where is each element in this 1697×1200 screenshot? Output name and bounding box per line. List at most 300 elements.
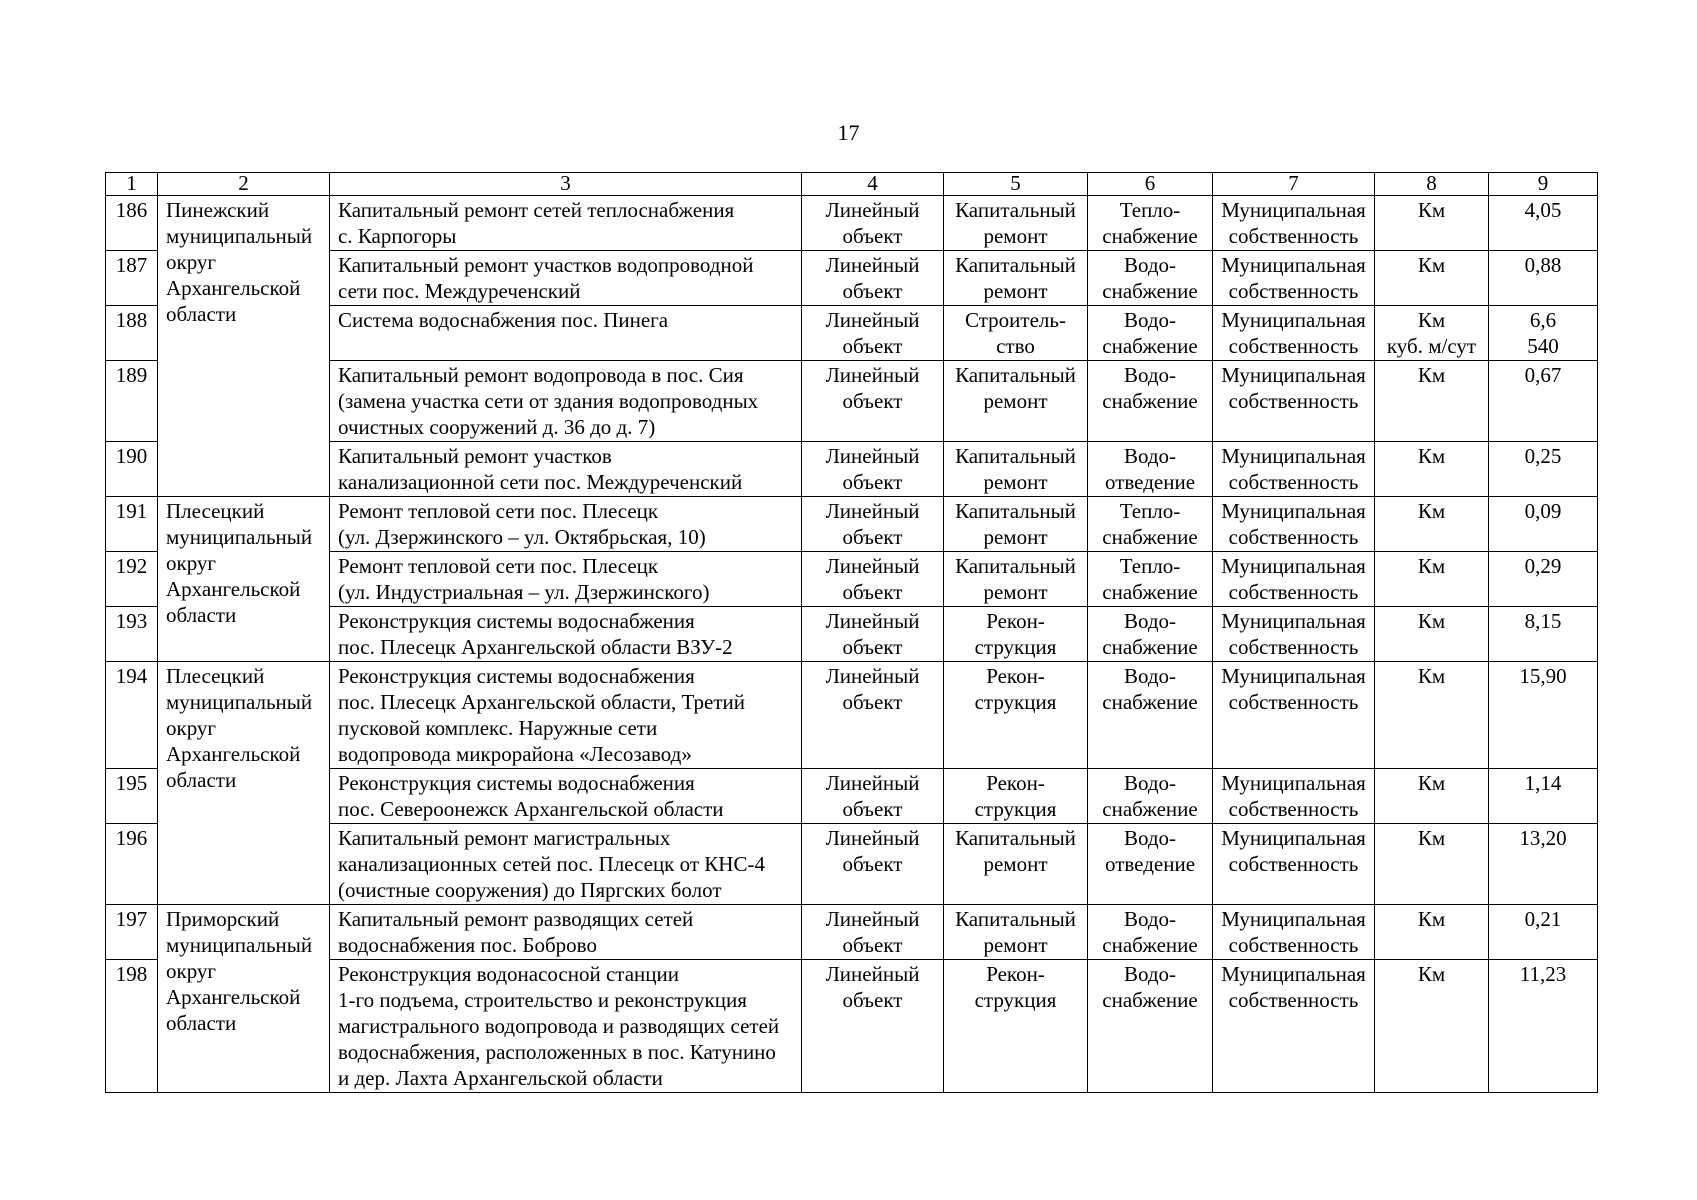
cell-line: Ремонт тепловой сети пос. Плесецк: [338, 499, 659, 523]
cell-line: объект: [842, 580, 903, 604]
cell-line: Ремонт тепловой сети пос. Плесецк: [338, 554, 659, 578]
object-name-cell: [330, 662, 802, 769]
cell-line: Капитальный: [955, 363, 1076, 387]
cell-line: объект: [842, 334, 903, 358]
cell-line: Муниципальная: [1221, 308, 1366, 332]
cell-line: Км: [1417, 664, 1446, 688]
cell-line: Км: [1417, 499, 1446, 523]
objects-table: [105, 172, 1598, 1093]
cell-line: 0,21: [1524, 907, 1562, 931]
work-type-cell: [944, 552, 1088, 607]
municipality-cell: [158, 662, 330, 905]
unit-cell: [1375, 905, 1489, 960]
cell-line: Пинежский: [166, 198, 270, 222]
object-type-cell: [802, 251, 944, 306]
cell-line: собственность: [1228, 470, 1359, 494]
table-header-row: [106, 173, 1598, 196]
cell-line: области: [166, 603, 237, 627]
cell-line: Км: [1417, 771, 1446, 795]
unit-cell: [1375, 662, 1489, 769]
cell-line: струкция: [974, 635, 1057, 659]
cell-line: ремонт: [983, 224, 1048, 248]
cell-line: Муниципальная: [1221, 554, 1366, 578]
cell-line: Линейный: [825, 609, 920, 633]
column-header-2: 2: [158, 173, 330, 196]
cell-line: Муниципальная: [1221, 907, 1366, 931]
cell-line: Капитальный ремонт участков: [338, 444, 612, 468]
cell-line: водоснабжения пос. Боброво: [338, 933, 597, 957]
ownership-cell: [1213, 960, 1375, 1093]
object-name-cell: [330, 607, 802, 662]
unit-cell: [1375, 497, 1489, 552]
cell-line: 13,20: [1519, 826, 1567, 850]
cell-line: Плесецкий: [166, 499, 265, 523]
object-type-cell: [802, 497, 944, 552]
cell-line: Линейный: [825, 554, 920, 578]
value-cell: [1489, 960, 1598, 1093]
cell-line: Линейный: [825, 308, 920, 332]
cell-line: Плесецкий: [166, 664, 265, 688]
cell-line: Капитальный: [955, 444, 1076, 468]
table-row: [106, 196, 1598, 251]
table-row: [106, 552, 1598, 607]
sphere-cell: [1088, 361, 1213, 442]
cell-line: собственность: [1228, 988, 1359, 1012]
cell-line: Линейный: [825, 771, 920, 795]
cell-line: Линейный: [825, 664, 920, 688]
ownership-cell: [1213, 497, 1375, 552]
cell-line: Архангельской: [166, 276, 301, 300]
cell-line: Муниципальная: [1221, 962, 1366, 986]
unit-cell: [1375, 196, 1489, 251]
cell-line: Архангельской: [166, 985, 301, 1009]
sphere-cell: [1088, 769, 1213, 824]
work-type-cell: [944, 905, 1088, 960]
cell-line: Км: [1417, 826, 1446, 850]
object-type-cell: [802, 607, 944, 662]
cell-line: объект: [842, 988, 903, 1012]
work-type-cell: [944, 607, 1088, 662]
cell-line: Капитальный ремонт водопровода в пос. Сия: [338, 363, 744, 387]
municipality-cell: [158, 905, 330, 1093]
row-number: 198: [106, 960, 158, 1093]
cell-line: Тепло-: [1119, 198, 1181, 222]
cell-line: Водо-: [1123, 253, 1177, 277]
ownership-cell: [1213, 361, 1375, 442]
object-type-cell: [802, 306, 944, 361]
cell-line: муниципальный: [166, 525, 313, 549]
column-header-3: 3: [330, 173, 802, 196]
cell-line: области: [166, 1011, 237, 1035]
cell-line: собственность: [1228, 279, 1359, 303]
object-type-cell: [802, 196, 944, 251]
value-cell: [1489, 306, 1598, 361]
cell-line: Водо-: [1123, 771, 1177, 795]
cell-line: пос. Плесецк Архангельской области, Третий: [338, 690, 745, 714]
cell-line: водоснабжения, расположенных в пос. Катунино: [338, 1040, 776, 1064]
value-cell: [1489, 905, 1598, 960]
object-name-cell: [330, 361, 802, 442]
cell-line: сети пос. Междуреченский: [338, 279, 581, 303]
cell-line: Водо-: [1123, 363, 1177, 387]
cell-line: канализационных сетей пос. Плесецк от КНС-4: [338, 852, 765, 876]
cell-line: объект: [842, 279, 903, 303]
table-row: [106, 905, 1598, 960]
ownership-cell: [1213, 769, 1375, 824]
municipality-cell: [158, 497, 330, 662]
cell-line: Км: [1417, 554, 1446, 578]
ownership-cell: [1213, 442, 1375, 497]
cell-line: ремонт: [983, 470, 1048, 494]
row-number: 191: [106, 497, 158, 552]
cell-line: муниципальный: [166, 933, 313, 957]
unit-cell: [1375, 607, 1489, 662]
row-number: 187: [106, 251, 158, 306]
cell-line: 0,88: [1524, 253, 1562, 277]
column-header-9: 9: [1489, 173, 1598, 196]
object-type-cell: [802, 960, 944, 1093]
cell-line: снабжение: [1102, 580, 1198, 604]
cell-line: Линейный: [825, 444, 920, 468]
object-name-cell: [330, 251, 802, 306]
cell-line: Км: [1417, 308, 1446, 332]
cell-line: Рекон-: [986, 771, 1045, 795]
sphere-cell: [1088, 905, 1213, 960]
ownership-cell: [1213, 905, 1375, 960]
cell-line: 15,90: [1519, 664, 1567, 688]
table-row: [106, 251, 1598, 306]
ownership-cell: [1213, 662, 1375, 769]
table-row: [106, 442, 1598, 497]
cell-line: Км: [1417, 444, 1446, 468]
cell-line: с. Карпогоры: [338, 224, 457, 248]
cell-line: Муниципальная: [1221, 444, 1366, 468]
work-type-cell: [944, 442, 1088, 497]
ownership-cell: [1213, 824, 1375, 905]
value-cell: [1489, 769, 1598, 824]
table-row: [106, 960, 1598, 1093]
ownership-cell: [1213, 306, 1375, 361]
object-name-cell: [330, 497, 802, 552]
cell-line: (ул. Индустриальная – ул. Дзержинского): [338, 580, 710, 604]
value-cell: [1489, 662, 1598, 769]
cell-line: Муниципальная: [1221, 253, 1366, 277]
value-cell: [1489, 552, 1598, 607]
cell-line: ремонт: [983, 580, 1048, 604]
row-number: 188: [106, 306, 158, 361]
cell-line: отведение: [1104, 470, 1196, 494]
cell-line: объект: [842, 933, 903, 957]
cell-line: объект: [842, 852, 903, 876]
sphere-cell: [1088, 251, 1213, 306]
cell-line: Муниципальная: [1221, 664, 1366, 688]
cell-line: (замена участка сети от здания водопроводных: [338, 389, 759, 413]
work-type-cell: [944, 662, 1088, 769]
value-cell: [1489, 497, 1598, 552]
cell-line: Муниципальная: [1221, 499, 1366, 523]
cell-line: пос. Плесецк Архангельской области ВЗУ-2: [338, 635, 733, 659]
cell-line: Капитальный: [955, 253, 1076, 277]
cell-line: снабжение: [1102, 797, 1198, 821]
column-header-1: 1: [106, 173, 158, 196]
cell-line: Система водоснабжения пос. Пинега: [338, 308, 669, 332]
cell-line: Водо-: [1123, 907, 1177, 931]
cell-line: Рекон-: [986, 664, 1045, 688]
cell-line: пос. Североонежск Архангельской области: [338, 797, 724, 821]
cell-line: 540: [1527, 334, 1559, 358]
cell-line: объект: [842, 635, 903, 659]
cell-line: (очистные сооружения) до Пяргских болот: [338, 878, 722, 902]
cell-line: Муниципальная: [1221, 771, 1366, 795]
cell-line: ремонт: [983, 852, 1048, 876]
cell-line: (ул. Дзержинского – ул. Октябрьская, 10): [338, 525, 706, 549]
cell-line: ремонт: [983, 279, 1048, 303]
cell-line: Капитальный ремонт магистральных: [338, 826, 671, 850]
table-row: [106, 497, 1598, 552]
cell-line: Муниципальная: [1221, 609, 1366, 633]
cell-line: Рекон-: [986, 609, 1045, 633]
object-type-cell: [802, 442, 944, 497]
ownership-cell: [1213, 607, 1375, 662]
cell-line: Муниципальная: [1221, 198, 1366, 222]
unit-cell: [1375, 552, 1489, 607]
cell-line: области: [166, 768, 237, 792]
work-type-cell: [944, 497, 1088, 552]
sphere-cell: [1088, 196, 1213, 251]
value-cell: [1489, 824, 1598, 905]
cell-line: магистрального водопровода и разводящих сетей: [338, 1014, 780, 1038]
cell-line: Реконструкция системы водоснабжения: [338, 664, 695, 688]
sphere-cell: [1088, 607, 1213, 662]
object-type-cell: [802, 552, 944, 607]
object-type-cell: [802, 361, 944, 442]
cell-line: водопровода микрорайона «Лесозавод»: [338, 742, 692, 766]
cell-line: 1,14: [1524, 771, 1562, 795]
unit-cell: [1375, 960, 1489, 1093]
cell-line: струкция: [974, 690, 1057, 714]
cell-line: и дер. Лахта Архангельской области: [338, 1066, 663, 1090]
cell-line: собственность: [1228, 690, 1359, 714]
cell-line: куб. м/сут: [1386, 334, 1477, 358]
cell-line: Капитальный: [955, 826, 1076, 850]
cell-line: Водо-: [1123, 664, 1177, 688]
cell-line: снабжение: [1102, 933, 1198, 957]
cell-line: округ: [166, 716, 217, 740]
cell-line: снабжение: [1102, 635, 1198, 659]
unit-cell: [1375, 769, 1489, 824]
table-row: [106, 769, 1598, 824]
ownership-cell: [1213, 196, 1375, 251]
cell-line: Строитель-: [965, 308, 1066, 332]
cell-line: 11,23: [1519, 962, 1567, 986]
cell-line: Водо-: [1123, 826, 1177, 850]
value-cell: [1489, 196, 1598, 251]
cell-line: собственность: [1228, 933, 1359, 957]
table-row: [106, 607, 1598, 662]
cell-line: Капитальный ремонт участков водопроводной: [338, 253, 754, 277]
cell-line: снабжение: [1102, 334, 1198, 358]
row-number: 192: [106, 552, 158, 607]
cell-line: снабжение: [1102, 525, 1198, 549]
row-number: 186: [106, 196, 158, 251]
cell-line: струкция: [974, 797, 1057, 821]
cell-line: собственность: [1228, 525, 1359, 549]
column-header-5: 5: [944, 173, 1088, 196]
value-cell: [1489, 442, 1598, 497]
table-row: [106, 662, 1598, 769]
work-type-cell: [944, 361, 1088, 442]
cell-line: очистных сооружений д. 36 до д. 7): [338, 415, 656, 439]
cell-line: снабжение: [1102, 988, 1198, 1012]
table-row: [106, 361, 1598, 442]
cell-line: Км: [1417, 907, 1446, 931]
cell-line: 1-го подъема, строительство и реконструкция: [338, 988, 747, 1012]
object-name-cell: [330, 960, 802, 1093]
cell-line: Км: [1417, 962, 1446, 986]
cell-line: Линейный: [825, 198, 920, 222]
cell-line: собственность: [1228, 580, 1359, 604]
cell-line: Км: [1417, 253, 1446, 277]
cell-line: Муниципальная: [1221, 363, 1366, 387]
cell-line: Линейный: [825, 826, 920, 850]
object-type-cell: [802, 905, 944, 960]
sphere-cell: [1088, 497, 1213, 552]
cell-line: объект: [842, 797, 903, 821]
sphere-cell: [1088, 552, 1213, 607]
object-type-cell: [802, 824, 944, 905]
cell-line: Тепло-: [1119, 554, 1181, 578]
cell-line: Водо-: [1123, 962, 1177, 986]
cell-line: Архангельской: [166, 742, 301, 766]
cell-line: 0,67: [1524, 363, 1562, 387]
cell-line: пусковой комплекс. Наружные сети: [338, 716, 658, 740]
work-type-cell: [944, 769, 1088, 824]
object-type-cell: [802, 769, 944, 824]
row-number: 190: [106, 442, 158, 497]
value-cell: [1489, 361, 1598, 442]
cell-line: округ: [166, 959, 217, 983]
sphere-cell: [1088, 824, 1213, 905]
cell-line: снабжение: [1102, 224, 1198, 248]
sphere-cell: [1088, 662, 1213, 769]
cell-line: Линейный: [825, 907, 920, 931]
cell-line: ремонт: [983, 933, 1048, 957]
unit-cell: [1375, 442, 1489, 497]
ownership-cell: [1213, 251, 1375, 306]
row-number: 193: [106, 607, 158, 662]
cell-line: Приморский: [166, 907, 280, 931]
row-number: 196: [106, 824, 158, 905]
cell-line: Капитальный: [955, 198, 1076, 222]
cell-line: Капитальный: [955, 499, 1076, 523]
object-type-cell: [802, 662, 944, 769]
cell-line: Капитальный: [955, 907, 1076, 931]
column-header-6: 6: [1088, 173, 1213, 196]
work-type-cell: [944, 960, 1088, 1093]
work-type-cell: [944, 251, 1088, 306]
cell-line: Архангельской: [166, 577, 301, 601]
cell-line: Линейный: [825, 962, 920, 986]
cell-line: Линейный: [825, 363, 920, 387]
cell-line: Реконструкция водонасосной станции: [338, 962, 679, 986]
cell-line: объект: [842, 470, 903, 494]
object-name-cell: [330, 769, 802, 824]
cell-line: собственность: [1228, 635, 1359, 659]
column-header-7: 7: [1213, 173, 1375, 196]
cell-line: объект: [842, 389, 903, 413]
sphere-cell: [1088, 960, 1213, 1093]
object-name-cell: [330, 552, 802, 607]
cell-line: 8,15: [1524, 609, 1562, 633]
cell-line: собственность: [1228, 852, 1359, 876]
cell-line: области: [166, 302, 237, 326]
table-row: [106, 824, 1598, 905]
cell-line: Км: [1417, 609, 1446, 633]
cell-line: Рекон-: [986, 962, 1045, 986]
cell-line: собственность: [1228, 224, 1359, 248]
cell-line: округ: [166, 250, 217, 274]
cell-line: Реконструкция системы водоснабжения: [338, 609, 695, 633]
column-header-4: 4: [802, 173, 944, 196]
object-name-cell: [330, 905, 802, 960]
cell-line: Капитальный: [955, 554, 1076, 578]
cell-line: Водо-: [1123, 609, 1177, 633]
work-type-cell: [944, 306, 1088, 361]
cell-line: муниципальный: [166, 224, 313, 248]
cell-line: муниципальный: [166, 690, 313, 714]
cell-line: Тепло-: [1119, 499, 1181, 523]
unit-cell: [1375, 251, 1489, 306]
object-name-cell: [330, 306, 802, 361]
cell-line: округ: [166, 551, 217, 575]
cell-line: Линейный: [825, 499, 920, 523]
cell-line: Капитальный ремонт сетей теплоснабжения: [338, 198, 735, 222]
row-number: 189: [106, 361, 158, 442]
unit-cell: [1375, 361, 1489, 442]
cell-line: струкция: [974, 988, 1057, 1012]
work-type-cell: [944, 824, 1088, 905]
object-name-cell: [330, 824, 802, 905]
cell-line: объект: [842, 224, 903, 248]
cell-line: собственность: [1228, 797, 1359, 821]
row-number: 197: [106, 905, 158, 960]
unit-cell: [1375, 306, 1489, 361]
object-name-cell: [330, 442, 802, 497]
cell-line: 0,25: [1524, 444, 1562, 468]
cell-line: собственность: [1228, 389, 1359, 413]
cell-line: 6,6: [1529, 308, 1557, 332]
cell-line: 0,29: [1524, 554, 1562, 578]
table-row: [106, 306, 1598, 361]
cell-line: Водо-: [1123, 444, 1177, 468]
cell-line: 4,05: [1524, 198, 1562, 222]
municipality-cell: [158, 196, 330, 497]
object-name-cell: [330, 196, 802, 251]
cell-line: объект: [842, 525, 903, 549]
value-cell: [1489, 607, 1598, 662]
cell-line: ство: [996, 334, 1035, 358]
ownership-cell: [1213, 552, 1375, 607]
cell-line: Реконструкция системы водоснабжения: [338, 771, 695, 795]
cell-line: Линейный: [825, 253, 920, 277]
page-number: 17: [837, 120, 860, 145]
cell-line: объект: [842, 690, 903, 714]
cell-line: снабжение: [1102, 690, 1198, 714]
cell-line: ремонт: [983, 525, 1048, 549]
cell-line: Км: [1417, 363, 1446, 387]
cell-line: Капитальный ремонт разводящих сетей: [338, 907, 694, 931]
row-number: 195: [106, 769, 158, 824]
